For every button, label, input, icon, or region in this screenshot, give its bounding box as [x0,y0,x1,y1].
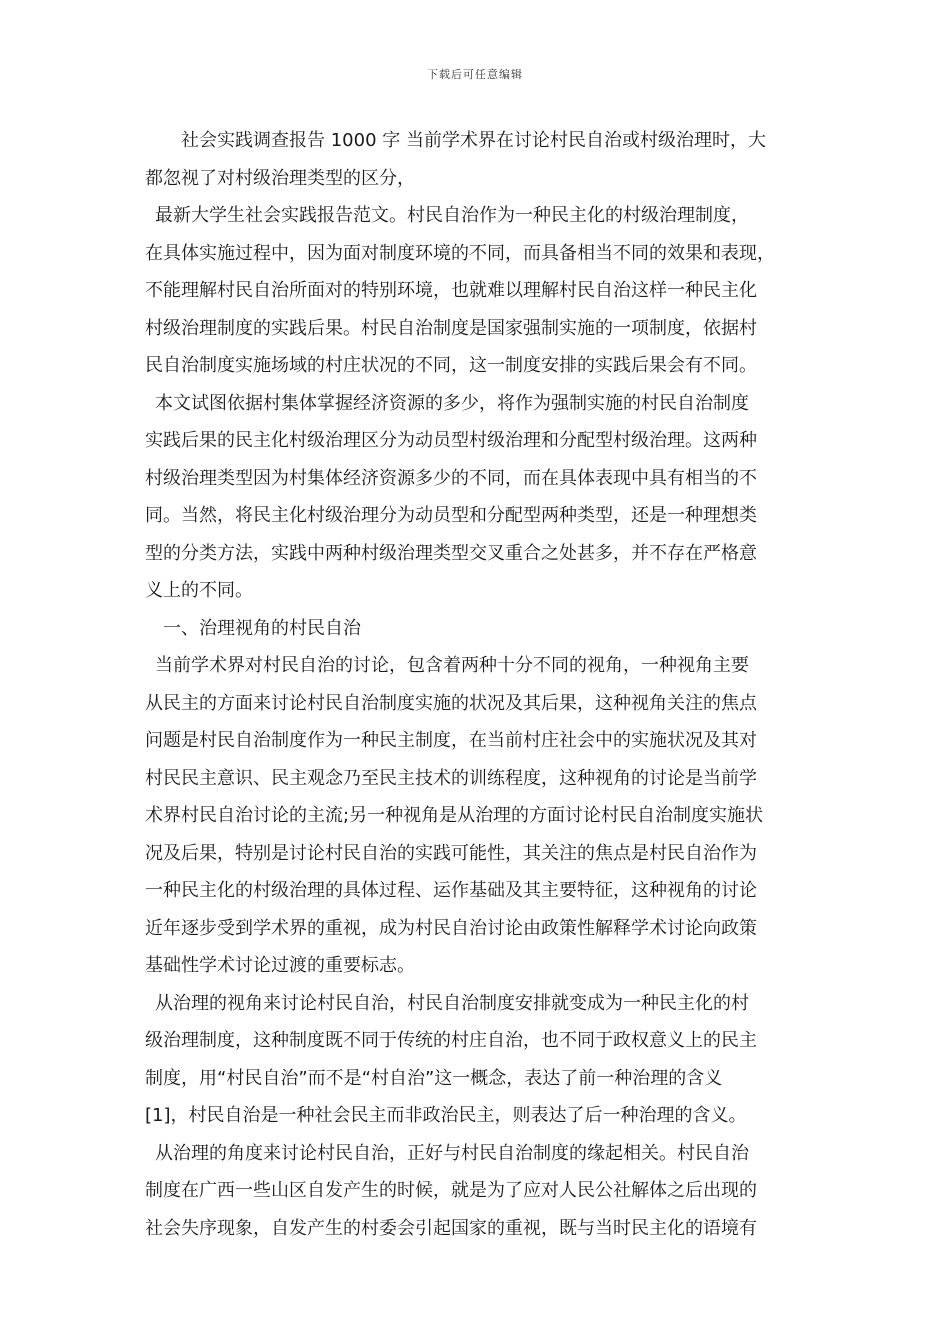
text-line: 实践后果的民主化村级治理区分为动员型村级治理和分配型村级治理。这两种 [145,430,757,451]
text-line: 都忽视了对村级治理类型的区分， [145,167,415,189]
text-line: 民自治制度实施场域的村庄状况的不同，这一制度安排的实践后果会有不同。 [145,355,757,376]
text-line: [1]，村民自治是一种社会民主而非政治民主，则表达了后一种治理的含义。 [145,1105,747,1126]
text-line: 从治理的视角来讨论村民自治，村民自治制度安排就变成为一种民主化的村 [155,992,749,1014]
text-line: 在具体实施过程中，因为面对制度环境的不同，而具备相当不同的效果和表现， [145,242,775,264]
text-line: 一、治理视角的村民自治 [163,617,361,639]
text-line: 级治理制度，这种制度既不同于传统的村庄自治，也不同于政权意义上的民主 [145,1030,757,1051]
text-line: 村级治理制度的实践后果。村民自治制度是国家强制实施的一项制度，依据村 [145,317,757,339]
text-line: 同。当然，将民主化村级治理分为动员型和分配型两种类型，还是一种理想类 [145,505,757,526]
text-line: 制度在广西一些山区自发产生的时候，就是为了应对人民公社解体之后出现的 [145,1180,757,1201]
text-line: 况及后果，特别是讨论村民自治的实践可能性，其关注的焦点是村民自治作为 [145,842,757,864]
text-line: 术界村民自治讨论的主流;另一种视角是从治理的方面讨论村民自治制度实施状 [145,805,764,826]
document-body [145,122,810,1247]
text-line: 从治理的角度来讨论村民自治，正好与村民自治制度的缘起相关。村民自治 [155,1142,749,1164]
text-line: 问题是村民自治制度作为一种民主制度，在当前村庄社会中的实施状况及其对 [145,730,757,751]
text-line: 制度，用“村民自治”而不是“村自治”这一概念，表达了前一种治理的含义 [145,1067,723,1089]
text-line: 社会实践调查报告 1000 字 当前学术界在讨论村民自治或村级治理时，大 [181,130,766,151]
text-line: 型的分类方法，实践中两种村级治理类型交叉重合之处甚多，并不存在严格意 [145,542,757,564]
text-line: 义上的不同。 [145,580,253,601]
text-line: 社会失序现象，自发产生的村委会引起国家的重视，既与当时民主化的语境有 [145,1217,757,1239]
text-line: 一种民主化的村级治理的具体过程、运作基础及其主要特征，这种视角的讨论 [145,880,757,901]
text-line: 从民主的方面来讨论村民自治制度实施的状况及其后果，这种视角关注的焦点 [145,692,757,714]
text-line: 本文试图依据村集体掌握经济资源的多少，将作为强制实施的村民自治制度 [155,392,749,414]
text-line: 村民民主意识、民主观念乃至民主技术的训练程度，这种视角的讨论是当前学 [145,767,757,789]
page-header: 下载后可任意编辑 [427,68,523,81]
text-line: 不能理解村民自治所面对的特别环境，也就难以理解村民自治这样一种民主化 [145,280,757,301]
text-line: 当前学术界对村民自治的讨论，包含着两种十分不同的视角，一种视角主要 [155,655,749,676]
text-line: 村级治理类型因为村集体经济资源多少的不同，而在具体表现中具有相当的不 [145,467,757,489]
text-line: 基础性学术讨论过渡的重要标志。 [145,955,415,976]
text-line: 最新大学生社会实践报告范文。村民自治作为一种民主化的村级治理制度， [155,205,749,226]
text-line: 近年逐步受到学术界的重视，成为村民自治讨论由政策性解释学术讨论向政策 [145,917,757,939]
